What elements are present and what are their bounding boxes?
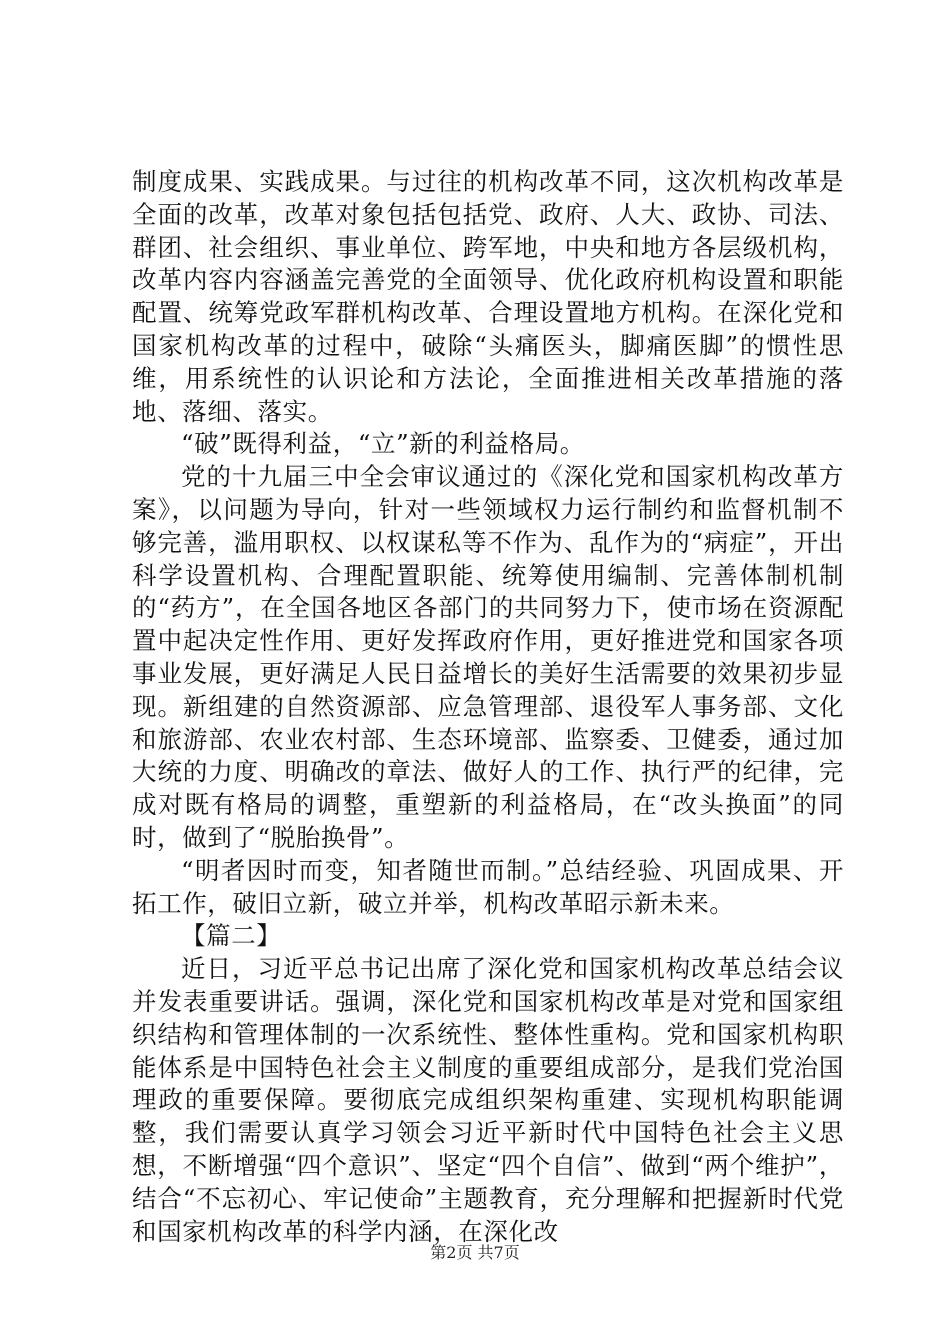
paragraph-body: 近日，习近平总书记出席了深化党和国家机构改革总结会议并发表重要讲话。强调，深化党和国家机构改革是对党和国家组织结构和管理体制的一次系统性、整体性重构。党和国家机构职能体系是中国特色社会主义制度的重要组成部分，是我们党治国理政的重要保障。要彻底完成组织架构重建、实现机构职能调整，我们需要认真学习领会习近平新时代中国特色社会主义思想，不断增强“四个意识”、坚定“四个自信”、做到“两个维护”，结合“不忘初心、牢记使命”主题教育，充分理解和把握新时代党和国家机构改革的科学内涵，在深化改 [132, 954, 844, 1246]
section-heading: 【篇二】 [181, 921, 282, 951]
page-number-footer: 第2页 共7页 [430, 1243, 520, 1262]
paragraph-continuation: 制度成果、实践成果。与过往的机构改革不同，这次机构改革是全面的改革，改革对象包括包括党、政府、人大、政协、司法、群团、社会组织、事业单位、跨军地，中央和地方各层级机构，改革内容内容涵盖完善党的全面领导、优化政府机构设置和职能配置、统筹党政军群机构改革、合理设置地方机构。在深化党和国家机构改革的过程中，破除“头痛医头，脚痛医脚”的惯性思维，用系统性的认识论和方法论，全面推进相关改革措施的落地、落细、落实。 [132, 167, 844, 426]
paragraph-quote: “明者因时而变，知者随世而制。”总结经验、巩固成果、开拓工作，破旧立新，破立并举，机构改革昭示新未来。 [132, 855, 844, 918]
document-body [132, 166, 844, 1248]
paragraph-body: 党的十九届三中全会审议通过的《深化党和国家机构改革方案》，以问题为导向，针对一些领域权力运行制约和监督机制不够完善，滥用职权、以权谋私等不作为、乱作为的“病症”，开出科学设置机构、合理配置职能、统筹使用编制、完善体制机制的“药方”，在全国各地区各部门的共同努力下，使市场在资源配置中起决定性作用、更好发挥政府作用，更好推进党和国家各项事业发展，更好满足人民日益增长的美好生活需要的效果初步显现。新组建的自然资源部、应急管理部、退役军人事务部、文化和旅游部、农业农村部、生态环境部、监察委、卫健委，通过加大统的力度、明确改的章法、做好人的工作、执行严的纪律，完成对既有格局的调整，重塑新的利益格局，在“改头换面”的同时，做到了“脱胎换骨”。 [132, 462, 844, 852]
paragraph-subheading: “破”既得利益，“立”新的利益格局。 [181, 429, 585, 459]
